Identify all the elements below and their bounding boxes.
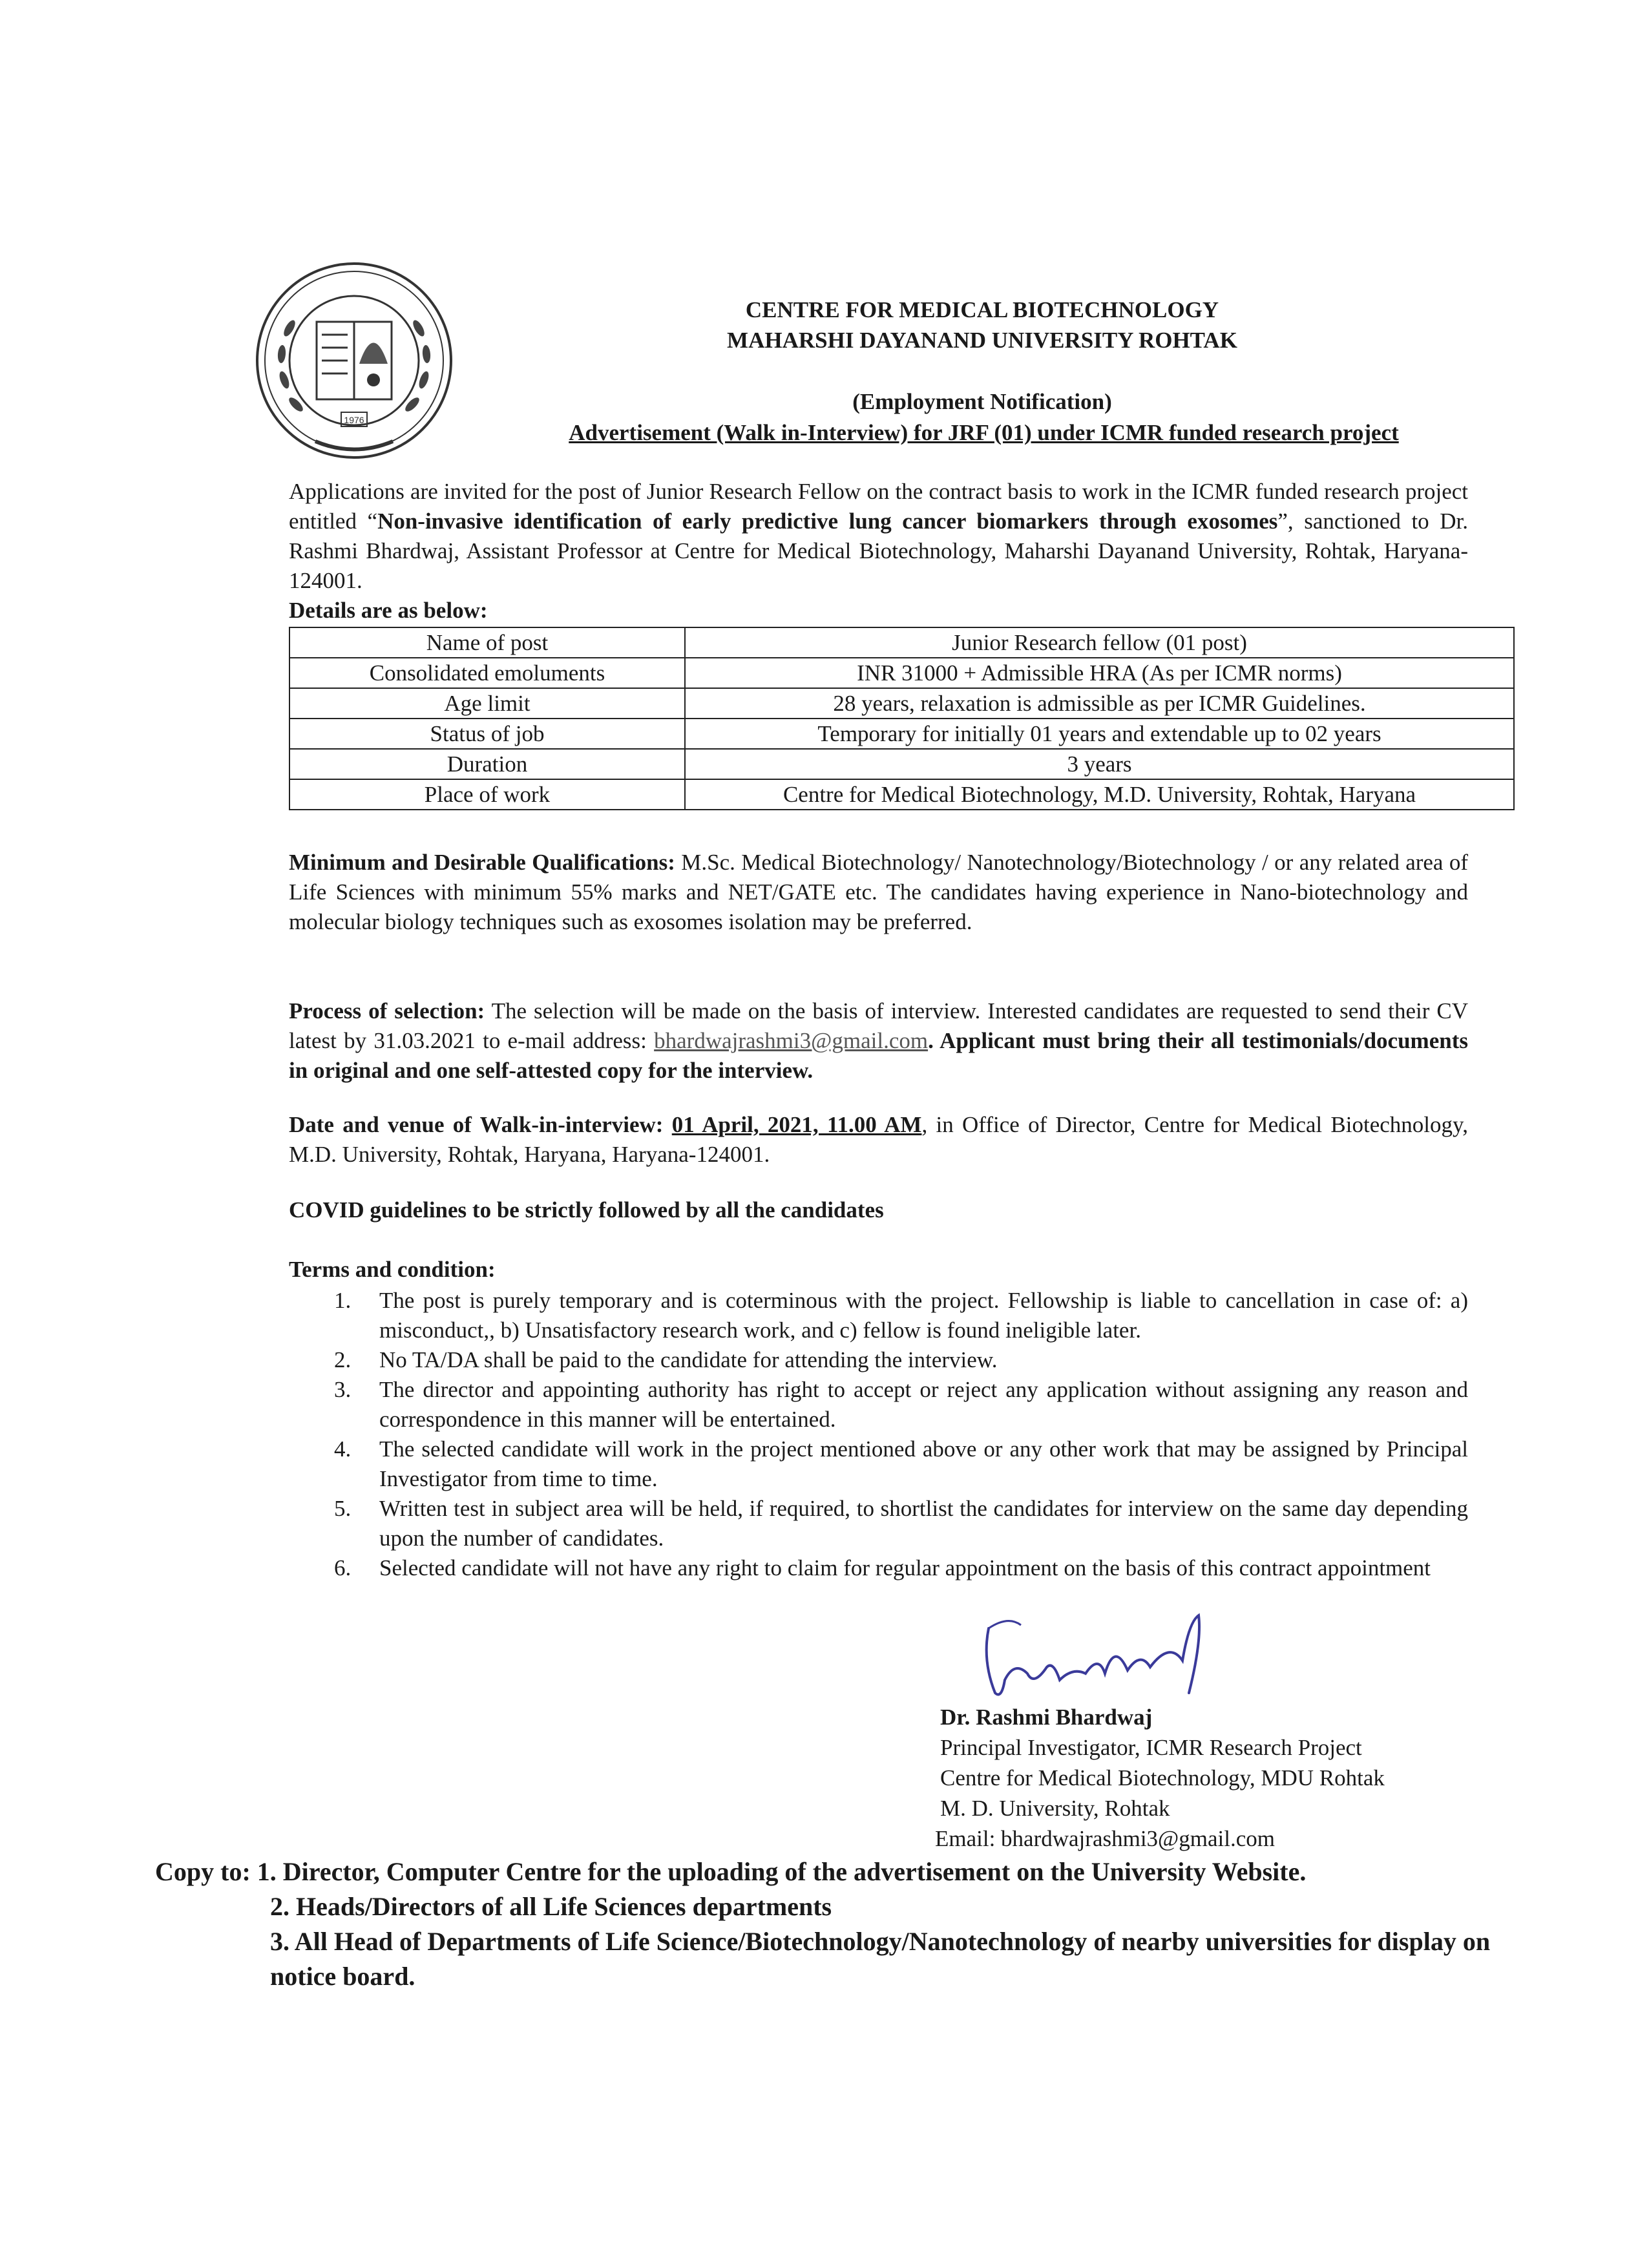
- employment-notification: (Employment Notification): [852, 389, 1112, 414]
- details-value: Centre for Medical Biotechnology, M.D. University, Rohtak, Haryana: [685, 779, 1514, 810]
- terms-heading: Terms and condition:: [289, 1257, 496, 1282]
- details-key: Name of post: [289, 627, 685, 658]
- details-row: [289, 779, 1514, 810]
- terms-item-text: The director and appointing authority has right to accept or reject any application without assigning any reason and correspondence in this manner will be entertained.: [379, 1377, 1468, 1432]
- handwritten-signature: [976, 1602, 1221, 1706]
- signatory-name: Dr. Rashmi Bhardwaj: [940, 1705, 1153, 1730]
- venue-paragraph: Date and venue of Walk-in-interview: 01 April, 2021, 11.00 AM, in Office of Director, Centre for Medical Biotechnology, M.D. University, Rohtak, Haryana, Haryana-124001.: [289, 1112, 1468, 1167]
- selection-paragraph: Process of selection: The selection will be made on the basis of interview. Interested candidates are requested to send their CV latest by 31.03.2021 to e-mail address: bhardwajrashmi3@gmail.com. Applicant must bring their all testimonials/documents in original and one self-attested copy for the interview.: [289, 998, 1468, 1083]
- details-key: Duration: [289, 749, 685, 779]
- terms-item-text: Selected candidate will not have any right to claim for regular appointment on the basis of this contract appointment: [379, 1555, 1431, 1580]
- email-link[interactable]: bhardwajrashmi3@gmail.com: [654, 1028, 929, 1053]
- terms-item-text: The post is purely temporary and is coterminous with the project. Fellowship is liable to cancellation in case of: a) misconduct,, b) Unsatisfactory research work, and c) fellow is found ineligible later.: [379, 1288, 1468, 1343]
- advertisement-title: Advertisement (Walk in-Interview) for JRF (01) under ICMR funded research project: [569, 420, 1399, 445]
- details-row: [289, 719, 1514, 749]
- details-heading: Details are as below:: [289, 598, 488, 623]
- details-key: Place of work: [289, 779, 685, 810]
- terms-item-number: 5.: [334, 1496, 352, 1521]
- terms-item-text: No TA/DA shall be paid to the candidate for attending the interview.: [379, 1347, 998, 1372]
- copy-to-line-1: Copy to: 1. Director, Computer Centre for the uploading of the advertisement on the University Website.: [155, 1857, 1307, 1886]
- details-value: INR 31000 + Admissible HRA (As per ICMR norms): [685, 658, 1514, 688]
- terms-item-number: 2.: [334, 1347, 352, 1372]
- signatory-title: Principal Investigator, ICMR Research Project: [940, 1735, 1362, 1760]
- terms-list: [289, 1286, 1468, 1583]
- details-key: Status of job: [289, 719, 685, 749]
- details-key: Consolidated emoluments: [289, 658, 685, 688]
- interview-date: 01 April, 2021, 11.00 AM: [671, 1112, 922, 1137]
- signatory-email: Email: bhardwajrashmi3@gmail.com: [935, 1826, 1275, 1851]
- details-key: Age limit: [289, 688, 685, 719]
- qualifications-paragraph: Minimum and Desirable Qualifications: M.Sc. Medical Biotechnology/ Nanotechnology/Biotechnology / or any related area of Life Sciences with minimum 55% marks and NET/GATE etc. The candidates having experience in Nano-biotechnology and molecular biology techniques such as exosomes isolation may be preferred.: [289, 850, 1468, 934]
- terms-item: [289, 1345, 1468, 1375]
- header-line-2: MAHARSHI DAYANAND UNIVERSITY ROHTAK: [727, 328, 1237, 353]
- details-row: [289, 627, 1514, 658]
- details-row: [289, 749, 1514, 779]
- details-row: [289, 688, 1514, 719]
- header-line-1: CENTRE FOR MEDICAL BIOTECHNOLOGY: [745, 297, 1219, 322]
- terms-item-number: 3.: [334, 1377, 352, 1402]
- terms-item-number: 1.: [334, 1288, 352, 1313]
- terms-item-text: Written test in subject area will be held, if required, to shortlist the candidates for interview on the same day depending upon the number of candidates.: [379, 1496, 1468, 1551]
- terms-item-number: 6.: [334, 1555, 352, 1580]
- terms-item: [289, 1286, 1468, 1345]
- copy-to-line-3: 3. All Head of Departments of Life Science/Biotechnology/Nanotechnology of nearby universities for display on notice board.: [270, 1927, 1491, 1991]
- terms-item-number: 4.: [334, 1436, 352, 1462]
- terms-item-text: The selected candidate will work in the project mentioned above or any other work that may be assigned by Principal Investigator from time to time.: [379, 1436, 1468, 1491]
- university-seal-logo: [244, 251, 464, 470]
- project-title: Non-invasive identification of early predictive lung cancer biomarkers through exosomes: [377, 509, 1278, 534]
- signatory-university: M. D. University, Rohtak: [940, 1796, 1170, 1821]
- terms-item: [289, 1494, 1468, 1553]
- logo-year: 1976: [344, 415, 364, 425]
- intro-paragraph: Applications are invited for the post of Junior Research Fellow on the contract basis to work in the ICMR funded research project entitled “Non-invasive identification of early predictive lung cancer biomarkers through exosomes”, sanctioned to Dr. Rashmi Bhardwaj, Assistant Professor at Centre for Medical Biotechnology, Maharshi Dayanand University, Rohtak, Haryana-124001.: [289, 479, 1468, 593]
- details-value: 3 years: [685, 749, 1514, 779]
- terms-item: [289, 1375, 1468, 1434]
- details-value: 28 years, relaxation is admissible as per ICMR Guidelines.: [685, 688, 1514, 719]
- details-table: [289, 627, 1515, 810]
- details-row: [289, 658, 1514, 688]
- details-value: Temporary for initially 01 years and extendable up to 02 years: [685, 719, 1514, 749]
- details-value: Junior Research fellow (01 post): [685, 627, 1514, 658]
- terms-item: [289, 1553, 1468, 1583]
- covid-note: COVID guidelines to be strictly followed by all the candidates: [289, 1197, 884, 1223]
- copy-to-line-2: 2. Heads/Directors of all Life Sciences departments: [270, 1892, 832, 1921]
- signatory-centre: Centre for Medical Biotechnology, MDU Rohtak: [940, 1765, 1385, 1790]
- terms-item: [289, 1434, 1468, 1494]
